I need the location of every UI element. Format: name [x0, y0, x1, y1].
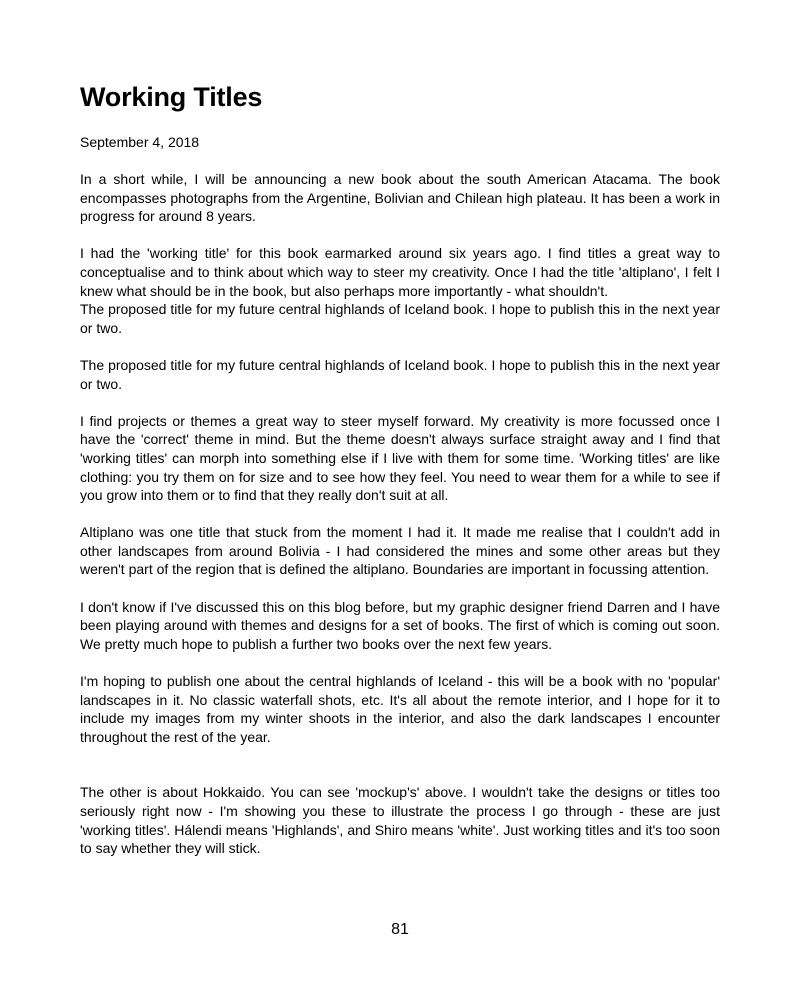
- article-body: [80, 170, 720, 858]
- post-date: September 4, 2018: [80, 134, 200, 150]
- paragraph-spacer: [80, 579, 720, 598]
- paragraph-intro: In a short while, I will be announcing a new book about the south American Atacama. The book encompasses photographs from the Argentine, Bolivian and Chilean high plateau. It has been a work in progress for around 8 years.: [80, 171, 720, 225]
- paragraph-spacer: [80, 746, 720, 783]
- paragraph-book-series: I don't know if I've discussed this on this blog before, but my graphic designer friend Darren and I have been playing around with themes and designs for a set of books. The first of which is coming out soon. We pretty much hope to publish a further two books over the next few years.: [80, 598, 720, 652]
- paragraph-altiplano: Altiplano was one title that stuck from the moment I had it. It made me realise that I couldn't add in other landscapes from around Bolivia - I had considered the mines and some other areas but they weren't part of the region that is defined the altiplano. Boundaries are important in focussing attention.: [80, 524, 720, 578]
- page-number: 81: [391, 921, 409, 938]
- paragraph-spacer: [80, 337, 720, 356]
- paragraph-iceland-caption-2: The proposed title for my future central highlands of Iceland book. I hope to publish this in the next year or two.: [80, 356, 720, 392]
- paragraph-working-title: I had the 'working title' for this book earmarked around six years ago. I find titles a great way to conceptualise and to think about which way to steer my creativity. Once I had the title 'altiplano', I felt I knew what should be in the book, but also perhaps more importantly - what shouldn't.: [80, 245, 720, 299]
- paragraph-themes: I find projects or themes a great way to steer myself forward. My creativity is more focussed once I have the 'correct' theme in mind. But the theme doesn't always surface straight away and I find that 'working titles' can morph into something else if I live with them for some time. 'Working titles' are like clothing: you try them on for size and to see how they feel. You need to wear them for a while to see if you grow into them or to find that they really don't suit at all.: [80, 412, 720, 504]
- paragraph-hokkaido: The other is about Hokkaido. You can see 'mockup's' above. I wouldn't take the designs or titles too seriously right now - I'm showing you these to illustrate the process I go through - these are just 'working titles'. Hálendi means 'Highlands', and Shiro means 'white'. Just working titles and it's too soon to say whether they will stick.: [80, 784, 720, 857]
- paragraph-spacer: [80, 226, 720, 245]
- paragraph-spacer: [80, 393, 720, 412]
- page-title: Working Titles: [80, 82, 263, 112]
- paragraph-iceland-book: I'm hoping to publish one about the central highlands of Iceland - this will be a book with no 'popular' landscapes in it. No classic waterfall shots, etc. It's all about the remote interior, and I hope for it to include my images from my winter shoots in the interior, and also the dark landscapes I encounter throughout the rest of the year.: [80, 673, 720, 745]
- paragraph-spacer: [80, 653, 720, 672]
- paragraph-iceland-caption-1: The proposed title for my future central highlands of Iceland book. I hope to publish this in the next year or two.: [80, 301, 720, 336]
- paragraph-spacer: [80, 505, 720, 524]
